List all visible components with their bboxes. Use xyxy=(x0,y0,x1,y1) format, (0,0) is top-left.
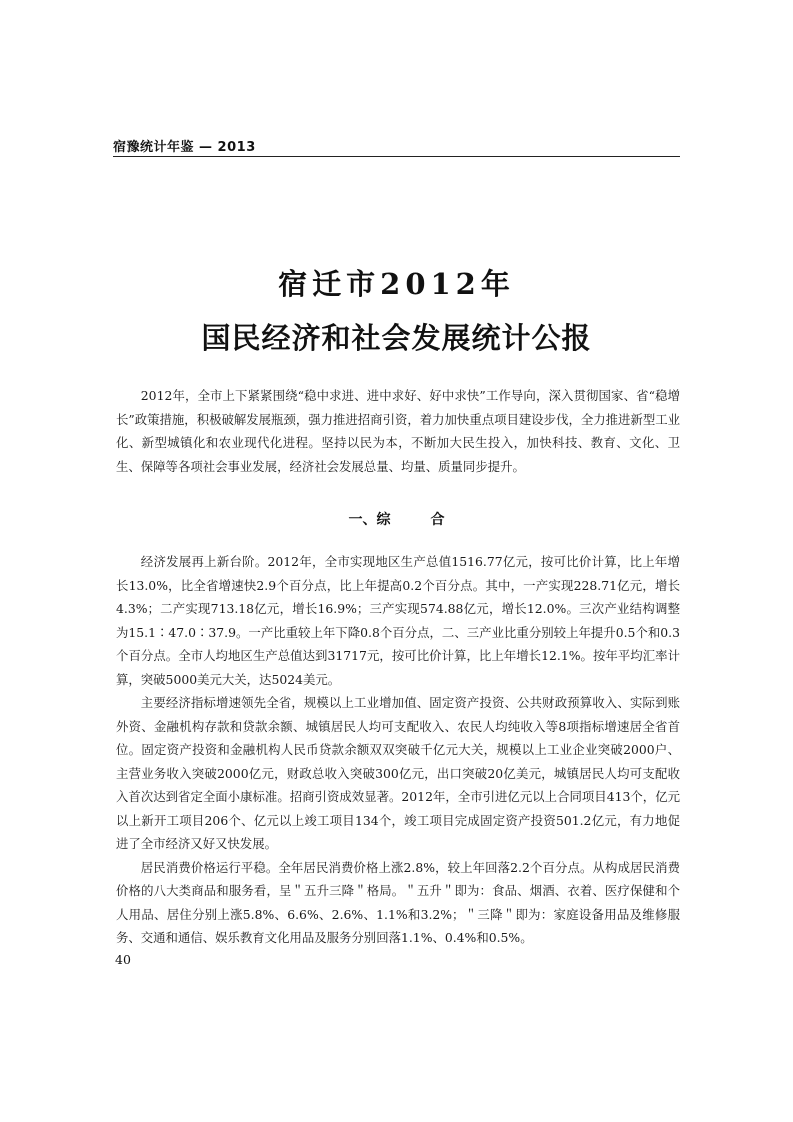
page-number: 40 xyxy=(115,952,131,967)
paragraph-consumer-prices: 居民消费价格运行平稳。全年居民消费价格上涨2.8%，较上年回落2.2个百分点。从构成居民消费价格的八大类商品和服务看，呈＂五升三降＂格局。＂五升＂即为：食品、烟酒、衣着、医疗保健和个人用品、居住分别上涨5.8%、6.6%、2.6%、1.1%和3.2%；＂三降＂即为：家庭设备用品及维修服务、交通和通信、娱乐教育文化用品及服务分别回落1.1%、0.4%和0.5%。 xyxy=(116,859,680,945)
section-heading-prefix: 一、综 xyxy=(348,512,391,528)
section-heading-overview xyxy=(0,509,793,529)
document-title-line-1: 宿迁市2012年 xyxy=(278,267,515,301)
header-rule xyxy=(113,156,680,157)
intro-section xyxy=(116,384,680,478)
document-title-line-2: 国民经济和社会发展统计公报 xyxy=(201,321,592,355)
section-heading-suffix: 合 xyxy=(430,512,445,528)
section-body-overview xyxy=(116,550,680,950)
intro-paragraph: 2012年，全市上下紧紧围绕“稳中求进、进中求好、好中求快”工作导向，深入贯彻国家、省“稳增长”政策措施，积极破解发展瓶颈，强力推进招商引资，着力加快重点项目建设步伐，全力推进新型工业化、新型城镇化和农业现代化进程。坚持以民为本，不断加大民生投入，加快科技、教育、文化、卫生、保障等各项社会事业发展，经济社会发展总量、均量、质量同步提升。 xyxy=(116,388,680,474)
running-header: 宿豫统计年鉴 — 2013 xyxy=(113,140,256,155)
paragraph-economic-growth: 经济发展再上新台阶。2012年，全市实现地区生产总值1516.77亿元，按可比价计算，比上年增长13.0%，比全省增速快2.9个百分点，比上年提高0.2个百分点。其中，一产实现228.71亿元，增长4.3%；二产实现713.18亿元，增长16.9%；三产实现574.88亿元，增长12.0%。三次产业结构调整为15.1∶47.0∶37.9。一产比重较上年下降0.8个百分点，二、三产业比重分别较上年提升0.5个和0.3个百分点。全市人均地区生产总值达到31717元，按可比价计算，比上年增长12.1%。按年平均汇率计算，突破5000美元大关，达5024美元。 xyxy=(116,554,680,687)
paragraph-key-indicators: 主要经济指标增速领先全省，规模以上工业增加值、固定资产投资、公共财政预算收入、实际到账外资、金融机构存款和贷款余额、城镇居民人均可支配收入、农民人均纯收入等8项指标增速居全省首位。固定资产投资和金融机构人民币贷款余额双双突破千亿元大关，规模以上工业企业突破2000户、主营业务收入突破2000亿元，财政总收入突破300亿元，出口突破20亿美元，城镇居民人均可支配收入首次达到省定全面小康标准。招商引资成效显著。2012年，全市引进亿元以上合同项目413个，亿元以上新开工项目206个、亿元以上竣工项目134个，竣工项目完成固定资产投资501.2亿元，有力地促进了全市经济又好又快发展。 xyxy=(116,695,680,851)
